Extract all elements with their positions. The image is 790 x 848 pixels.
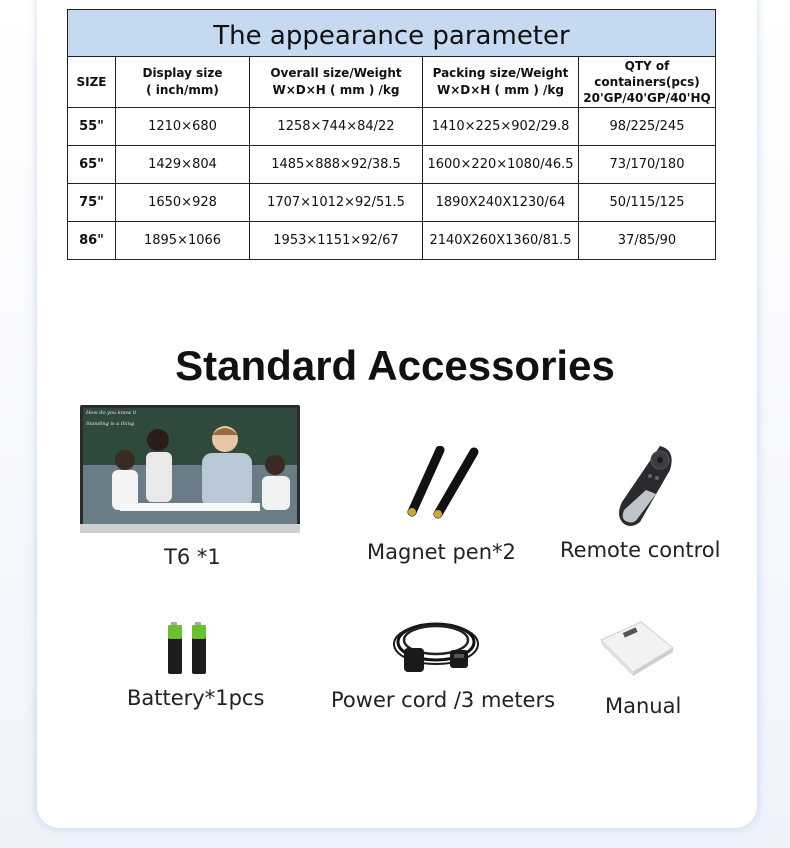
header-size: SIZE (68, 57, 116, 108)
cell-packing-size: 1890X240X1230/64 (423, 184, 579, 222)
header-qty-containers: QTY of containers(pcs) 20'GP/40'GP/40'HQ (579, 57, 716, 108)
table-row (68, 108, 716, 146)
header-display-size: Display size ( inch/mm) (116, 57, 250, 108)
cell-packing-size: 1410×225×902/29.8 (423, 108, 579, 146)
manual-icon (597, 618, 675, 678)
cell-size: 75" (68, 184, 116, 222)
header-overall-size: Overall size/Weight W×D×H ( mm ) /kg (250, 57, 423, 108)
table-row (68, 184, 716, 222)
cell-display-size: 1210×680 (116, 108, 250, 146)
accessory-pens (400, 446, 490, 520)
accessory-remote (610, 440, 682, 528)
cell-qty: 73/170/180 (579, 146, 716, 184)
cell-size: 86" (68, 222, 116, 260)
cell-overall-size: 1953×1151×92/67 (250, 222, 423, 260)
cell-packing-size: 1600×220×1080/46.5 (423, 146, 579, 184)
accessory-label-manual: Manual (605, 694, 682, 718)
accessory-display (80, 405, 300, 533)
battery-icon (166, 620, 210, 675)
accessory-power-cord (390, 614, 482, 678)
remote-control-icon (610, 440, 682, 528)
svg-text:Standing is a thing: Standing is a thing (86, 421, 135, 427)
svg-text:How do you know it: How do you know it (86, 410, 137, 416)
cell-display-size: 1650×928 (116, 184, 250, 222)
accessory-battery (166, 620, 210, 675)
table-row (68, 222, 716, 260)
table-title: The appearance parameter (68, 10, 716, 57)
interactive-display-icon (80, 405, 300, 533)
power-cord-icon (390, 614, 482, 678)
cell-packing-size: 2140X260X1360/81.5 (423, 222, 579, 260)
accessory-label-remote: Remote control (560, 538, 721, 562)
cell-qty: 50/115/125 (579, 184, 716, 222)
cell-display-size: 1429×804 (116, 146, 250, 184)
magnet-pen-icon (400, 446, 490, 520)
table-row (68, 146, 716, 184)
section-title: Standard Accessories (175, 342, 615, 389)
appearance-parameter-table (67, 9, 716, 260)
cell-display-size: 1895×1066 (116, 222, 250, 260)
cell-overall-size: 1485×888×92/38.5 (250, 146, 423, 184)
cell-qty: 98/225/245 (579, 108, 716, 146)
cell-size: 65" (68, 146, 116, 184)
header-packing-size: Packing size/Weight W×D×H ( mm ) /kg (423, 57, 579, 108)
cell-qty: 37/85/90 (579, 222, 716, 260)
cell-overall-size: 1258×744×84/22 (250, 108, 423, 146)
accessory-manual (597, 618, 675, 678)
accessory-label-display: T6 *1 (164, 545, 221, 569)
cell-size: 55" (68, 108, 116, 146)
table-header-row (68, 57, 716, 108)
accessory-label-battery: Battery*1pcs (127, 686, 265, 710)
accessory-label-power-cord: Power cord /3 meters (331, 688, 556, 712)
accessory-label-pens: Magnet pen*2 (367, 540, 516, 564)
cell-overall-size: 1707×1012×92/51.5 (250, 184, 423, 222)
